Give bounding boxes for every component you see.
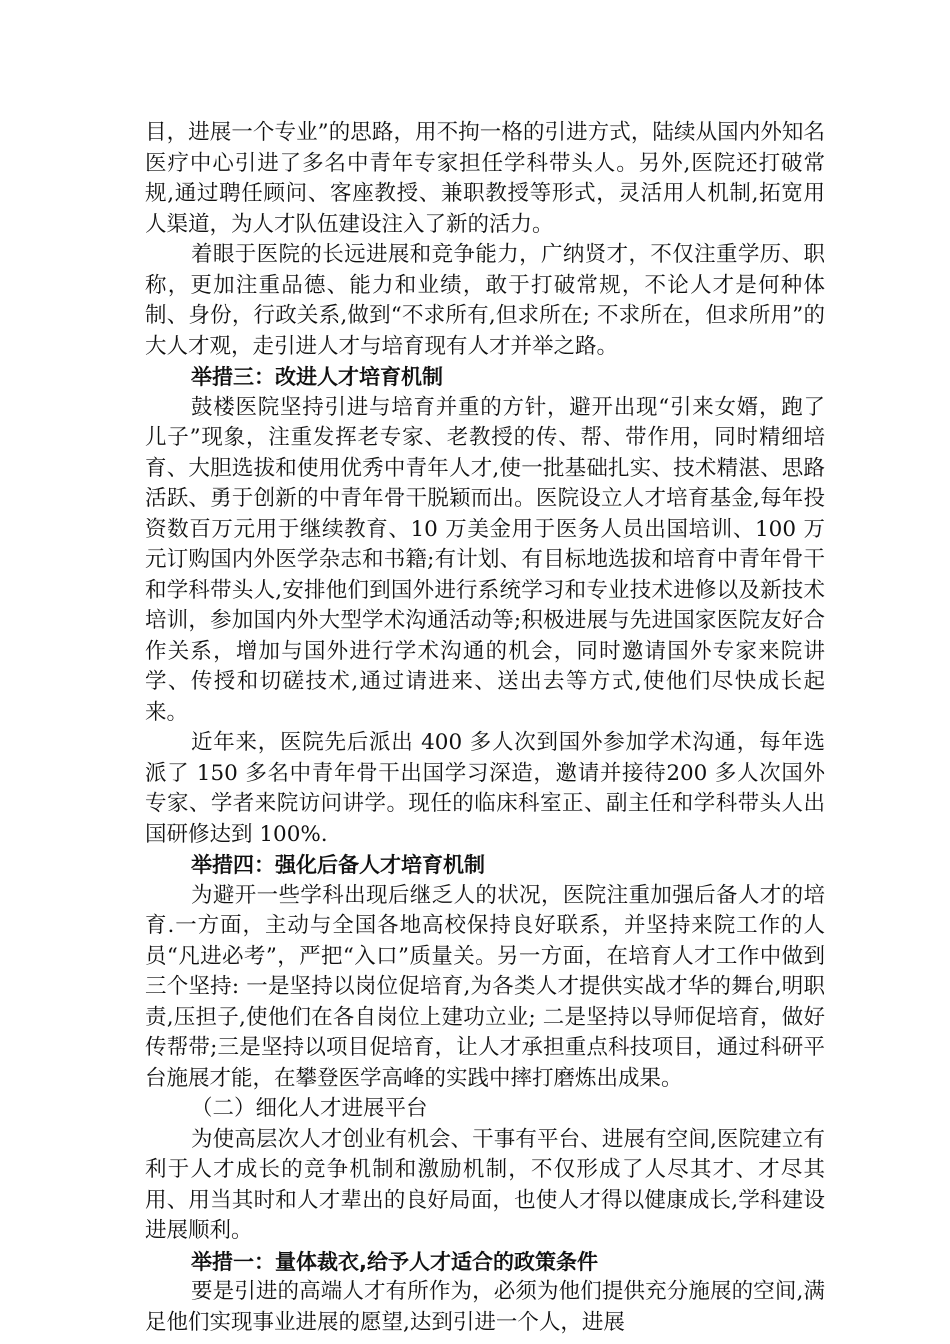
section-heading: 举措一：量体裁衣,给予人才适合的政策条件 (191, 1249, 598, 1274)
subsection-heading: （二）细化人才进展平台 (191, 1096, 428, 1121)
body-paragraph: 为避开一些学科出现后继乏人的状况，医院注重加强后备人才的培育.一方面，主动与全国各地高校保持良好联系，并坚持来院工作的人员“凡进必考”，严把“入口”质量关。另一方面，在培育人才工作中做到三个坚持: 一是坚持以岗位促培育,为各类人才提供实战才华的舞台,明职责,压担子,使他们在各自岗位上建功立业; 二是坚持以导师促培育，做好传帮带;三是坚持以项目促培育，让人才承担重点科技项目，通过科研平台施展才能，在攀登医学高峰的实践中摔打磨炼出成果。 (145, 882, 825, 1091)
body-paragraph: 鼓楼医院坚持引进与培育并重的方针，避开出现“引来女婿，跑了儿子”现象，注重发挥老专家、老教授的传、帮、带作用，同时精细培育、大胆选拔和使用优秀中青年人才,使一批基础扎实、技术精湛、思路活跃、勇于创新的中青年骨干脱颖而出。医院设立人才培育基金,每年投资数百万元用于继续教育、10 万美金用于医务人员出国培训、100 万元订购国内外医学杂志和书籍;有计划、有目标地选拔和培育中青年骨干和学科带头人,安排他们到国外进行系统学习和专业技术进修以及新技术培训，参加国内外大型学术沟通活动等;积极进展与先进国家医院友好合作关系，增加与国外进行学术沟通的机会，同时邀请国外专家来院讲学、传授和切磋技术,通过请进来、送出去等方式,使他们尽快成长起来。 (145, 394, 825, 725)
body-paragraph: 目，进展一个专业”的思路，用不拘一格的引进方式，陆续从国内外知名医疗中心引进了多名中青年专家担任学科带头人。另外,医院还打破常规,通过聘任顾问、客座教授、兼职教授等形式，灵活用人机制,拓宽用人渠道，为人才队伍建设注入了新的活力。 (145, 120, 825, 237)
document-body (145, 118, 825, 1338)
section-heading: 举措三：改进人才培育机制 (191, 365, 443, 389)
body-paragraph: 着眼于医院的长远进展和竞争能力，广纳贤才，不仅注重学历、职称，更加注重品德、能力和业绩，敢于打破常规，不论人才是何种体制、身份，行政关系,做到“不求所有,但求所在; 不求所在，但求所用”的大人才观，走引进人才与培育现有人才并举之路。 (145, 242, 825, 359)
section-heading: 举措四：强化后备人才培育机制 (191, 853, 485, 877)
body-paragraph: 为使高层次人才创业有机会、干事有平台、进展有空间,医院建立有利于人才成长的竞争机制和激励机制，不仅形成了人尽其才、才尽其用、用当其时和人才辈出的良好局面，也使人才得以健康成长,学科建设进展顺利。 (145, 1126, 825, 1243)
body-paragraph: 要是引进的高端人才有所作为，必须为他们提供充分施展的空间,满足他们实现事业进展的愿望,达到引进一个人，进展 (145, 1279, 825, 1335)
body-paragraph: 近年来，医院先后派出 400 多人次到国外参加学术沟通，每年选派了 150 多名中青年骨干出国学习深造，邀请并接待200 多人次国外专家、学者来院访问讲学。现任的临床科室正、副主任和学科带头人出国研修达到 100%. (145, 730, 825, 847)
